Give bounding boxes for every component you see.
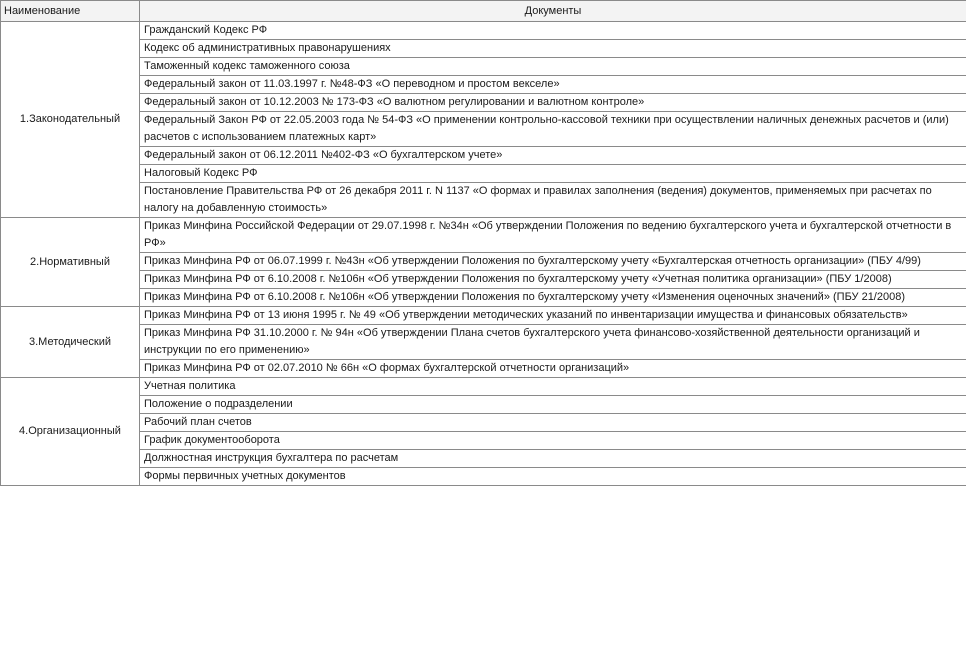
table-row	[1, 22, 966, 40]
category-cell: 3.Методический	[1, 307, 140, 378]
table-row	[1, 450, 966, 468]
document-cell: Рабочий план счетов	[140, 414, 966, 432]
header-name: Наименование	[1, 1, 140, 22]
header-row	[1, 1, 966, 22]
table-row	[1, 183, 966, 218]
document-cell: Формы первичных учетных документов	[140, 468, 966, 486]
document-cell: Гражданский Кодекс РФ	[140, 22, 966, 40]
table-row	[1, 289, 966, 307]
document-cell: Приказ Минфина РФ от 06.07.1999 г. №43н «Об утверждении Положения по бухгалтерскому учету «Бухгалтерская отчетность организации» (ПБУ 4/99)	[140, 253, 966, 271]
category-cell: 4.Организационный	[1, 378, 140, 486]
document-cell: Федеральный закон от 11.03.1997 г. №48-ФЗ «О переводном и простом векселе»	[140, 76, 966, 94]
document-cell: Таможенный кодекс таможенного союза	[140, 58, 966, 76]
table-row	[1, 307, 966, 325]
document-cell: Приказ Минфина РФ от 13 июня 1995 г. № 49 «Об утверждении методических указаний по инвентаризации имущества и финансовых обязательств»	[140, 307, 966, 325]
document-cell: Налоговый Кодекс РФ	[140, 165, 966, 183]
document-cell: Должностная инструкция бухгалтера по расчетам	[140, 450, 966, 468]
table-row	[1, 58, 966, 76]
document-cell: Положение о подразделении	[140, 396, 966, 414]
table-body	[1, 22, 966, 486]
table-row	[1, 253, 966, 271]
table-row	[1, 360, 966, 378]
document-cell: Федеральный закон от 10.12.2003 № 173-ФЗ «О валютном регулировании и валютном контроле»	[140, 94, 966, 112]
document-cell: Учетная политика	[140, 378, 966, 396]
document-cell: Приказ Минфина РФ от 6.10.2008 г. №106н «Об утверждении Положения по бухгалтерскому учету «Изменения оценочных значений» (ПБУ 21/2008)	[140, 289, 966, 307]
table-row	[1, 147, 966, 165]
table-row	[1, 40, 966, 58]
document-cell: График документооборота	[140, 432, 966, 450]
table-row	[1, 112, 966, 147]
document-cell: Кодекс об административных правонарушениях	[140, 40, 966, 58]
table-row	[1, 378, 966, 396]
table-row	[1, 165, 966, 183]
document-cell: Приказ Минфина Российской Федерации от 29.07.1998 г. №34н «Об утверждении Положения по ведению бухгалтерского учета и бухгалтерской отчетности в РФ»	[140, 218, 966, 253]
table-row	[1, 76, 966, 94]
header-documents: Документы	[140, 1, 966, 22]
table-row	[1, 468, 966, 486]
table-row	[1, 414, 966, 432]
table-row	[1, 94, 966, 112]
table-row	[1, 218, 966, 253]
document-cell: Федеральный закон от 06.12.2011 №402-ФЗ «О бухгалтерском учете»	[140, 147, 966, 165]
document-cell: Федеральный Закон РФ от 22.05.2003 года № 54-ФЗ «О применении контрольно-кассовой техники при осуществлении наличных денежных расчетов и (или) расчетов с использованием платежных карт»	[140, 112, 966, 147]
category-cell: 2.Нормативный	[1, 218, 140, 307]
table-row	[1, 432, 966, 450]
table-row	[1, 271, 966, 289]
table-row	[1, 396, 966, 414]
table-row	[1, 325, 966, 360]
document-cell: Постановление Правительства РФ от 26 декабря 2011 г. N 1137 «О формах и правилах заполнения (ведения) документов, применяемых при расчетах по налогу на добавленную стоимость»	[140, 183, 966, 218]
document-cell: Приказ Минфина РФ от 6.10.2008 г. №106н «Об утверждении Положения по бухгалтерскому учету «Учетная политика организации» (ПБУ 1/2008)	[140, 271, 966, 289]
document-cell: Приказ Минфина РФ от 02.07.2010 № 66н «О формах бухгалтерской отчетности организаций»	[140, 360, 966, 378]
document-cell: Приказ Минфина РФ 31.10.2000 г. № 94н «Об утверждении Плана счетов бухгалтерского учета финансово-хозяйственной деятельности организаций и инструкции по его применению»	[140, 325, 966, 360]
category-cell: 1.Законодательный	[1, 22, 140, 218]
